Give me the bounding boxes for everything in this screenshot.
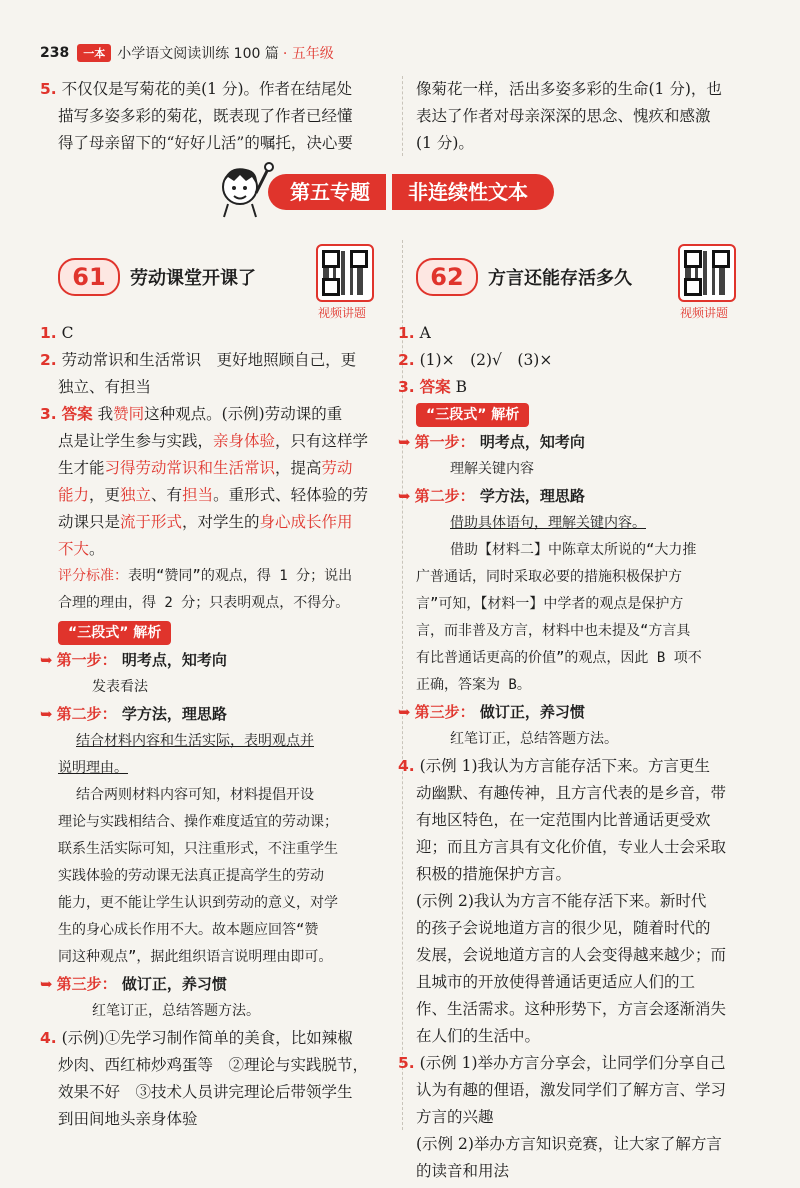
top-answer-right — [416, 76, 756, 157]
method-tag: “三段式” 解析 — [58, 621, 171, 645]
answer-text: 迎；而且方言具有文化价值，专业人士会采取 — [416, 838, 727, 856]
answer-text: (1)× (2)√ (3)× — [419, 351, 553, 369]
step-title: 做订正，养习惯 — [479, 703, 585, 721]
book-title: 小学语文阅读训练 100 篇 — [117, 46, 279, 62]
text: 我 — [92, 405, 114, 423]
text: 这种观点。(示例)劳动课的重 — [144, 405, 343, 423]
text: ，提高 — [275, 459, 322, 477]
highlight: 独立 — [120, 486, 152, 504]
step-title: 做订正，养习惯 — [121, 975, 227, 993]
answer-text: A — [419, 324, 431, 342]
scoring-label: 评分标准： — [58, 568, 128, 584]
answer-number: 2. — [40, 351, 57, 369]
arrow-icon: ➥ — [40, 705, 53, 723]
text-line: 像菊花一样，活出多姿多彩的生命(1 分)，也 — [416, 80, 722, 98]
step-label: 第三步： — [414, 703, 475, 721]
step-text: 红笔订正，总结答题方法。 — [92, 1003, 260, 1019]
text-line: 不仅仅是写菊花的美(1 分)。作者在结尾处 — [61, 80, 353, 98]
step-label: 第二步： — [414, 487, 475, 505]
answer-number: 2. — [398, 351, 415, 369]
answer-text: 在人们的生活中。 — [416, 1027, 541, 1045]
answer-text: 到田间地头亲身体验 — [58, 1110, 198, 1128]
text-line: 得了母亲留下的“好好儿活”的嘱托，决心要 — [58, 134, 353, 152]
page-header — [40, 42, 334, 64]
highlight: 不大 — [58, 540, 90, 558]
answer-text: 的孩子会说地道方言的很少见，随着时代的 — [416, 919, 711, 937]
highlight: 流于形式 — [120, 513, 183, 531]
page-number: 238 — [40, 45, 70, 61]
text-line: 表达了作者对母亲深深的思念、愧疚和感激 — [416, 107, 711, 125]
answer-text: 效果不好 ③技术人员讲完理论后带领学生 — [58, 1083, 353, 1101]
step-text: 说明理由。 — [58, 760, 128, 776]
answer-text: 方言的兴趣 — [416, 1108, 494, 1126]
step-detail: 生的身心成长作用不大。故本题应回答“赞 — [58, 922, 319, 938]
answer-text: 且城市的开放使得普通话更适应人们的工 — [416, 973, 696, 991]
text: 动课只是 — [58, 513, 121, 531]
step-label: 第一步： — [56, 651, 117, 669]
banner-name: 非连续性文本 — [392, 174, 554, 210]
text: 点是让学生参与实践， — [58, 432, 214, 450]
highlight: 担当 — [182, 486, 214, 504]
answer-text: (示例 1)举办方言分享会，让同学们分享自己 — [419, 1054, 726, 1072]
arrow-icon: ➥ — [398, 487, 411, 505]
highlight: 能力 — [58, 486, 90, 504]
answer-number: 3. — [398, 378, 415, 396]
text: 、有 — [151, 486, 183, 504]
answer-number: 1. — [40, 324, 57, 342]
step-label: 第三步： — [56, 975, 117, 993]
mascot-icon — [210, 159, 282, 219]
text-line: 描写多姿多彩的菊花，既表现了作者已经懂 — [58, 107, 353, 125]
answer-text: 的读音和用法 — [416, 1162, 510, 1180]
answer-text: 独立、有担当 — [58, 378, 152, 396]
top-answer-left — [40, 76, 393, 157]
answer-text: (示例 1)我认为方言能存活下来。方言更生 — [419, 757, 711, 775]
answer-label: 答案 — [419, 378, 451, 396]
section-62-header — [416, 258, 632, 296]
arrow-icon: ➥ — [40, 651, 53, 669]
text: 。 — [89, 540, 105, 558]
answer-text: (示例 2)我认为方言不能存活下来。新时代 — [416, 892, 707, 910]
topic-banner — [210, 172, 554, 212]
step-detail: 言”可知，【材料一】中学者的观点是保护方 — [416, 596, 684, 612]
text: 。重形式、轻体验的劳 — [213, 486, 369, 504]
qr-label[interactable]: 视频讲题 — [318, 306, 367, 320]
brand-logo: 一本 — [77, 44, 111, 62]
scoring-text: 合理的理由，得 2 分；只表明观点，不得分。 — [58, 595, 350, 611]
method-tag: “三段式” 解析 — [416, 403, 529, 427]
arrow-icon: ➥ — [398, 703, 411, 721]
step-detail: 能力，更不能让学生认识到劳动的意义，对学 — [58, 895, 338, 911]
answer-text: (示例)①先学习制作简单的美食，比如辣椒 — [61, 1029, 353, 1047]
section-61-answers — [40, 320, 393, 1133]
answer-label: 答案 — [61, 405, 93, 423]
answer-text: 认为有趣的俚语，激发同学们了解方言、学习 — [416, 1081, 727, 1099]
step-detail: 联系生活实际可知，只注重形式，不注重学生 — [58, 841, 338, 857]
step-detail: 实践体验的劳动课无法真正提高学生的劳动 — [58, 868, 324, 884]
answer-text: 炒肉、西红柿炒鸡蛋等 ②理论与实践脱节， — [58, 1056, 369, 1074]
step-title: 明考点，知考向 — [479, 433, 585, 451]
step-detail: 结合两则材料内容可知，材料提倡开设 — [76, 787, 314, 803]
step-detail: 广普通话，同时采取必要的措施积极保护方 — [416, 569, 682, 585]
step-detail: 理论与实践相结合、操作难度适宜的劳动课； — [58, 814, 338, 830]
step-detail: 同这种观点”，据此组织语言说明理由即可。 — [58, 949, 333, 965]
step-text: 发表看法 — [92, 679, 148, 695]
step-detail: 言，而非普及方言，材料中也未提及“方言具 — [416, 623, 691, 639]
section-title: 劳动课堂开课了 — [130, 268, 256, 289]
step-text: 红笔订正，总结答题方法。 — [450, 731, 618, 747]
highlight: 赞同 — [113, 405, 145, 423]
qr-label[interactable]: 视频讲题 — [680, 306, 729, 320]
section-badge: 61 — [58, 258, 120, 296]
answer-text: 发展，会说地道方言的人会变得越来越少；而 — [416, 946, 727, 964]
step-title: 学方法，理思路 — [121, 705, 227, 723]
qr-code-icon[interactable] — [316, 244, 374, 302]
text-line: (1 分)。 — [416, 134, 474, 152]
step-label: 第二步： — [56, 705, 117, 723]
answer-number: 4. — [40, 1029, 57, 1047]
text: ，只有这样学 — [275, 432, 369, 450]
answer-text: 动幽默、有趣传神，且方言代表的是乡音，带 — [416, 784, 727, 802]
column-divider — [402, 76, 403, 156]
answer-number: 1. — [398, 324, 415, 342]
answer-number: 5. — [398, 1054, 415, 1072]
highlight: 习得劳动常识和生活常识 — [104, 459, 276, 477]
answer-text: C — [61, 324, 74, 342]
section-61-header — [58, 258, 256, 296]
step-detail: 有比普通话更高的价值”的观点，因此 B 项不 — [416, 650, 702, 666]
answer-number: 5. — [40, 80, 57, 98]
answer-number: 3. — [40, 405, 57, 423]
highlight: 亲身体验 — [213, 432, 276, 450]
section-title: 方言还能存活多久 — [488, 268, 632, 289]
qr-code-icon[interactable] — [678, 244, 736, 302]
step-detail: 借助【材料二】中陈章太所说的“大力推 — [450, 542, 697, 558]
answer-text: 作、生活需求。这种形势下，方言会逐渐消失 — [416, 1000, 727, 1018]
grade-label: · 五年级 — [282, 46, 334, 62]
answer-text: 劳动常识和生活常识 更好地照顾自己，更 — [61, 351, 357, 369]
step-label: 第一步： — [414, 433, 475, 451]
answer-text: (示例 2)举办方言知识竞赛，让大家了解方言 — [416, 1135, 722, 1153]
section-62-answers — [398, 320, 756, 1185]
step-text: 借助具体语句，理解关键内容。 — [450, 515, 646, 531]
arrow-icon: ➥ — [398, 433, 411, 451]
step-text: 结合材料内容和生活实际，表明观点并 — [76, 733, 314, 749]
step-title: 明考点，知考向 — [121, 651, 227, 669]
step-title: 学方法，理思路 — [479, 487, 585, 505]
step-detail: 正确，答案为 B。 — [416, 677, 531, 693]
answer-text: 积极的措施保护方言。 — [416, 865, 572, 883]
answer-text: B — [450, 378, 467, 396]
text: ，更 — [89, 486, 121, 504]
answer-number: 4. — [398, 757, 415, 775]
scoring-text: 表明“赞同”的观点，得 1 分；说出 — [128, 568, 353, 584]
highlight: 身心成长作用 — [259, 513, 353, 531]
answer-text: 有地区特色，在一定范围内比普通话更受欢 — [416, 811, 711, 829]
text: 生才能 — [58, 459, 105, 477]
arrow-icon: ➥ — [40, 975, 53, 993]
text: ，对学生的 — [182, 513, 260, 531]
step-text: 理解关键内容 — [450, 461, 534, 477]
section-badge: 62 — [416, 258, 478, 296]
highlight: 劳动 — [321, 459, 353, 477]
banner-topic: 第五专题 — [268, 174, 386, 210]
